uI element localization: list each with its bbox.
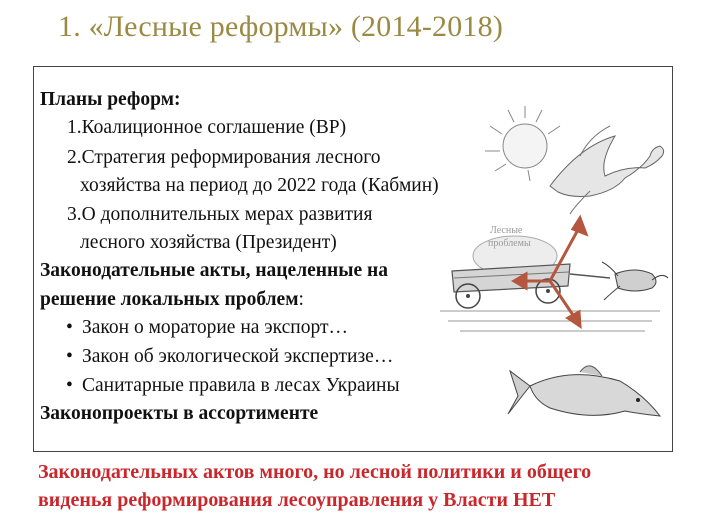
crayfish-icon bbox=[602, 262, 668, 300]
slide-title: 1. «Лесные реформы» (2014-2018) bbox=[58, 10, 504, 43]
acts-heading-colon: : bbox=[298, 289, 304, 310]
cart-icon bbox=[452, 225, 610, 308]
acts-heading-line2 bbox=[40, 288, 304, 312]
pike-icon bbox=[508, 366, 660, 416]
plans-heading: Планы реформ: bbox=[40, 89, 181, 110]
plan-item-2-cont: хозяйства на период до 2022 года (Кабмин) bbox=[80, 175, 439, 196]
cart-label-line1: Лесные bbox=[490, 225, 523, 236]
plan-item-3: 3.О дополнительных мерах развития bbox=[67, 204, 373, 225]
law-item-text: Санитарные правила в лесах Украины bbox=[82, 375, 400, 396]
cart-label-line2: проблемы bbox=[488, 238, 531, 249]
sun-icon bbox=[485, 106, 560, 181]
law-item bbox=[66, 374, 400, 398]
plan-item-1: 1.Коалиционное соглашение (ВР) bbox=[67, 117, 347, 138]
acts-heading-line1: Законодательные акты, нацеленные на bbox=[40, 260, 389, 281]
acts-heading-text: решение локальных проблем bbox=[40, 289, 299, 310]
plan-item-3-cont: лесного хозяйства (Президент) bbox=[80, 232, 337, 253]
law-item-text: Закон об экологической экспертизе… bbox=[82, 346, 394, 367]
fable-illustration bbox=[430, 96, 670, 446]
law-item bbox=[66, 345, 393, 369]
law-item-text: Закон о мораторие на экспорт… bbox=[82, 317, 348, 338]
water-lines bbox=[440, 311, 660, 331]
plan-item-2: 2.Стратегия реформирования лесного bbox=[67, 147, 381, 168]
swan-icon bbox=[550, 126, 664, 214]
conclusion-line1: Законодательных актов много, но лесной политики и общего bbox=[38, 461, 592, 483]
law-item bbox=[66, 316, 348, 340]
conclusion-line2: виденья реформирования лесоуправления у Власти НЕТ bbox=[38, 489, 556, 511]
bullet-icon: • bbox=[66, 375, 73, 396]
bullet-icon: • bbox=[66, 317, 73, 338]
bills-heading: Законопроекты в ассортименте bbox=[40, 403, 319, 424]
bullet-icon: • bbox=[66, 346, 73, 367]
